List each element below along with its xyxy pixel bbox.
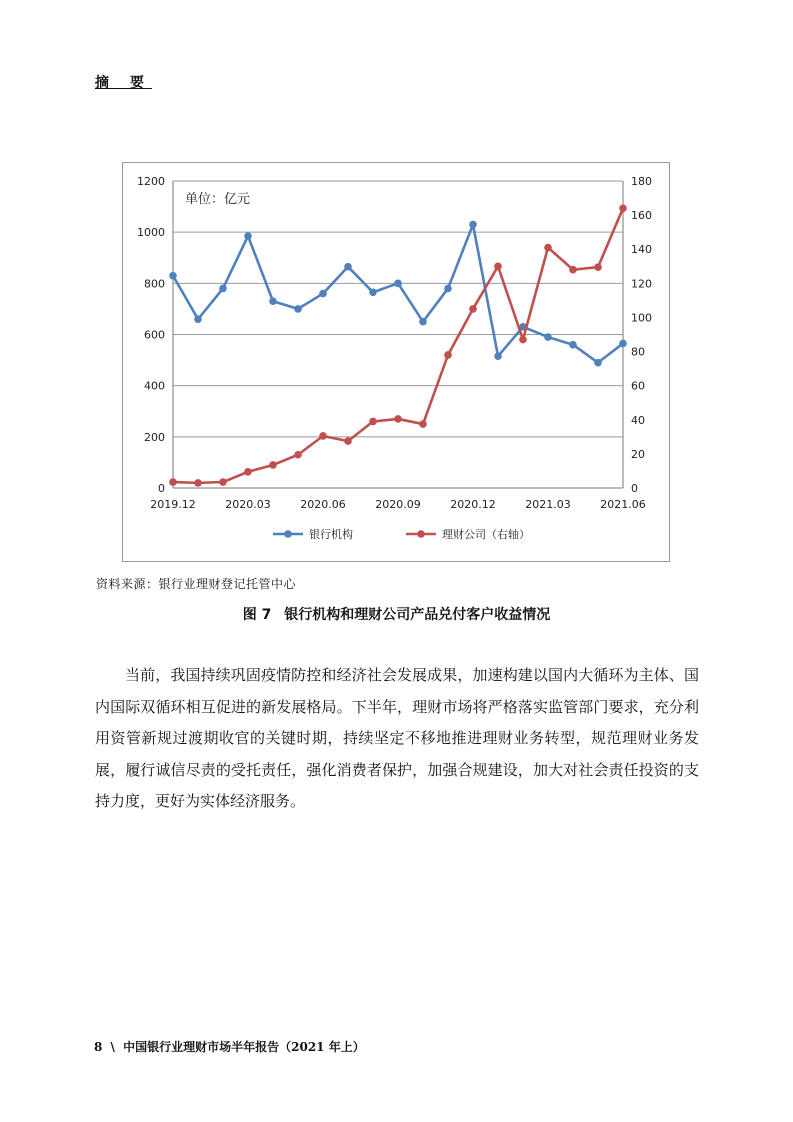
data-point [394, 280, 402, 288]
x-axis-tick-label: 2020.09 [375, 498, 421, 511]
figure-number: 图 7 [242, 607, 272, 623]
unit-label: 单位：亿元 [185, 192, 251, 207]
left-axis-tick-label: 1000 [137, 226, 165, 240]
data-point [594, 359, 602, 367]
legend-label: 银行机构 [309, 528, 353, 541]
data-point [619, 340, 627, 348]
data-point [544, 333, 552, 341]
data-point [494, 262, 502, 270]
x-axis-tick-label: 2020.12 [450, 498, 496, 511]
x-axis-tick-label: 2020.06 [300, 498, 346, 511]
line-chart [123, 163, 671, 563]
figure-caption [0, 604, 793, 624]
data-point [344, 437, 352, 445]
chart-container [122, 162, 670, 562]
data-point [444, 285, 452, 293]
legend-marker [284, 530, 292, 538]
footer-title: 中国银行业理财市场半年报告（2021 年上） [123, 1040, 365, 1054]
data-point [219, 478, 227, 486]
data-point [419, 420, 427, 428]
section-label: 摘 要 [95, 75, 152, 91]
right-axis-tick-label: 80 [631, 345, 645, 359]
body-paragraph: 当前，我国持续巩固疫情防控和经济社会发展成果，加速构建以国内大循环为主体、国内国际双循环相互促进的新发展格局。下半年，理财市场将严格落实监管部门要求，充分利用资管新规过渡期收官的关键时期，持续坚定不移地推进理财业务转型，规范理财业务发展，履行诚信尽责的受托责任，强化消费者保护，加强合规建设，加大对社会责任投资的支持力度，更好为实体经济服务。 [95, 666, 699, 810]
source-note: 资料来源：银行业理财登记托管中心 [96, 577, 297, 591]
data-point [319, 290, 327, 298]
right-axis-tick-label: 180 [631, 175, 652, 188]
legend-marker [417, 530, 425, 538]
data-point [344, 263, 352, 271]
data-point [419, 318, 427, 326]
footer-separator: \ [110, 1040, 115, 1054]
left-axis-tick-label: 0 [158, 482, 165, 495]
data-point [569, 266, 577, 274]
series-line-0 [173, 224, 623, 362]
left-axis-tick-label: 1200 [137, 175, 165, 188]
data-point [294, 451, 302, 459]
data-point [269, 461, 277, 469]
data-point [594, 263, 602, 271]
data-point [469, 221, 477, 229]
x-axis-tick-label: 2020.03 [225, 498, 271, 511]
right-axis-tick-label: 40 [631, 413, 645, 427]
data-point [244, 232, 252, 240]
data-point [369, 288, 377, 296]
left-axis-tick-label: 800 [144, 277, 165, 291]
data-point [444, 351, 452, 359]
x-axis-tick-label: 2021.06 [600, 498, 646, 511]
right-axis-tick-label: 100 [631, 311, 652, 325]
right-axis-tick-label: 0 [631, 482, 638, 495]
page-footer [94, 1038, 369, 1055]
x-axis-tick-label: 2019.12 [150, 498, 196, 511]
data-point [194, 479, 202, 487]
left-axis-tick-label: 400 [144, 379, 165, 393]
data-point [319, 432, 327, 440]
data-point [219, 285, 227, 293]
left-axis-tick-label: 200 [144, 430, 165, 444]
x-axis-tick-label: 2021.03 [525, 498, 571, 511]
data-point [494, 352, 502, 360]
right-axis-tick-label: 140 [631, 243, 652, 257]
page-number: 8 [94, 1040, 103, 1054]
data-point [544, 244, 552, 252]
data-point [569, 341, 577, 349]
data-point [244, 468, 252, 476]
left-axis-tick-label: 600 [144, 328, 165, 342]
data-point [369, 418, 377, 426]
right-axis-tick-label: 160 [631, 209, 652, 223]
data-point [169, 272, 177, 280]
data-point [469, 305, 477, 313]
right-axis-tick-label: 120 [631, 277, 652, 291]
data-point [394, 415, 402, 423]
data-point [169, 478, 177, 486]
data-point [619, 204, 627, 212]
right-axis-tick-label: 60 [631, 379, 645, 393]
data-point [519, 336, 527, 344]
data-point [294, 305, 302, 313]
data-point [194, 315, 202, 323]
figure-title: 银行机构和理财公司产品兑付客户收益情况 [284, 607, 551, 623]
data-point [269, 297, 277, 305]
right-axis-tick-label: 20 [631, 447, 645, 461]
legend-label: 理财公司（右轴） [442, 528, 530, 541]
